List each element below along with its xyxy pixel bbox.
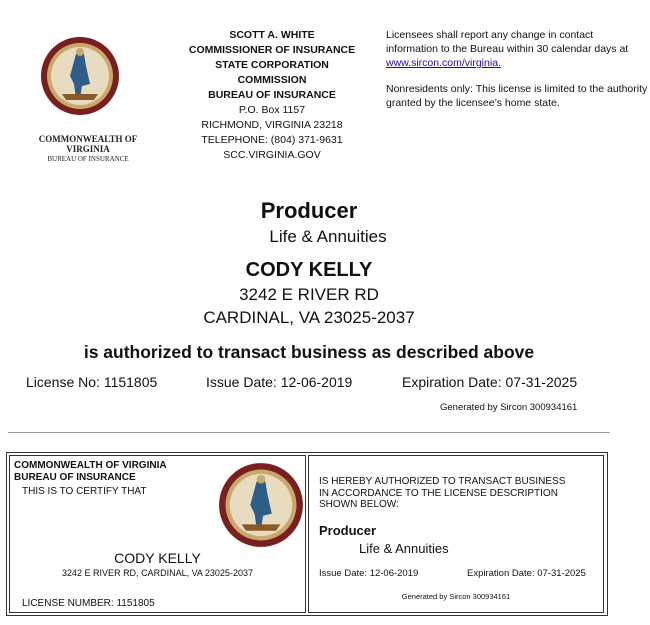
card-certify: THIS IS TO CERTIFY THAT <box>22 486 147 497</box>
card-left-panel <box>9 455 306 613</box>
card-generated-by: Generated by Sircon 300934161 <box>401 592 511 601</box>
card-bureau: BUREAU OF INSURANCE <box>14 472 136 483</box>
commissioner-title: COMMISSIONER OF INSURANCE <box>188 44 356 56</box>
card-auth-line-1: IS HEREBY AUTHORIZED TO TRANSACT BUSINESS <box>319 476 566 487</box>
org-line-1: STATE CORPORATION <box>215 59 329 71</box>
licensee-address-2: CARDINAL, VA 23025-2037 <box>203 308 415 327</box>
seal-caption-2: VIRGINIA <box>66 144 110 154</box>
divider-line <box>8 432 610 433</box>
licensee-address-1: 3242 E RIVER RD <box>239 285 379 304</box>
card-issue-date: Issue Date: 12-06-2019 <box>319 568 419 579</box>
card-auth-line-3: SHOWN BELOW: <box>319 499 399 510</box>
seal-caption-1: COMMONWEALTH OF <box>38 134 138 144</box>
commissioner-name: SCOTT A. WHITE <box>229 29 315 41</box>
card-commonwealth: COMMONWEALTH OF VIRGINIA <box>14 460 167 471</box>
license-number: License No: 1151805 <box>26 374 158 390</box>
generated-by: Generated by Sircon 300934161 <box>440 402 578 413</box>
notice-nonresident: Nonresidents only: This license is limited to the authority granted by the licensee’s home state. <box>386 83 648 109</box>
card-licensee-name: CODY KELLY <box>114 550 201 566</box>
commissioner-block <box>186 28 358 163</box>
card-expiration-date: Expiration Date: 07-31-2025 <box>467 568 586 579</box>
card-auth-line-2: IN ACCORDANCE TO THE LICENSE DESCRIPTION <box>319 487 558 499</box>
org-line-2: COMMISSION <box>237 74 307 86</box>
card-license-number: LICENSE NUMBER: 1151805 <box>22 598 155 609</box>
card-license-line: Life & Annuities <box>359 541 449 556</box>
notice-contact <box>386 28 648 70</box>
virginia-seal-icon <box>40 36 120 116</box>
license-line: Life & Annuities <box>269 227 387 246</box>
card-licensee-address: 3242 E RIVER RD, CARDINAL, VA 23025-2037 <box>62 568 253 578</box>
web-line: SCC.VIRGINIA.GOV <box>223 149 321 161</box>
pobox: P.O. Box 1157 <box>238 104 306 116</box>
card-right-panel <box>308 455 604 613</box>
license-type: Producer <box>260 198 358 223</box>
issue-date: Issue Date: 12-06-2019 <box>206 374 353 390</box>
licensee-name: CODY KELLY <box>245 259 373 281</box>
city-line: RICHMOND, VIRGINIA 23218 <box>201 119 343 131</box>
notice-contact-text: Licensees shall report any change in contact information to the Bureau within 30 calendar days at <box>386 29 629 55</box>
phone-line: TELEPHONE: (804) 371-9631 <box>201 134 343 146</box>
notice-block <box>386 28 648 122</box>
authorized-statement: is authorized to transact business as described above <box>83 342 535 362</box>
bureau-line: BUREAU OF INSURANCE <box>208 89 336 101</box>
card-license-type: Producer <box>319 523 377 538</box>
virginia-seal-icon <box>218 462 304 548</box>
expiration-date: Expiration Date: 07-31-2025 <box>402 374 578 390</box>
seal-caption-3: BUREAU OF INSURANCE <box>47 155 129 163</box>
sircon-link[interactable]: www.sircon.com/virginia. <box>386 57 501 69</box>
